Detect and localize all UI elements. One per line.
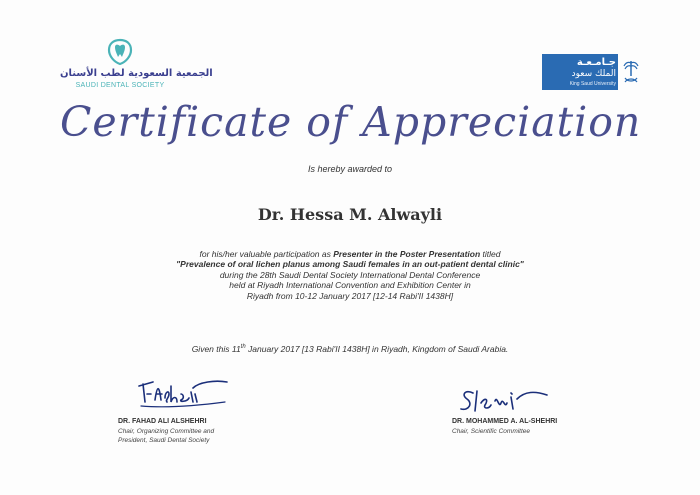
body-line-venue: held at Riyadh International Convention and Exhibition Center in <box>229 280 471 290</box>
given-prefix: Given this 11 <box>191 344 241 354</box>
body-line-dates: Riyadh from 10-12 January 2017 [12-14 Rabi'II 1438H] <box>246 291 454 301</box>
palm-swords-emblem-icon <box>622 58 640 86</box>
king-saud-university-logo <box>542 54 642 90</box>
right-signatory-role: Chair, Scientific Committee <box>452 428 531 435</box>
right-signature-icon <box>455 385 555 417</box>
given-ordinal: th <box>240 344 246 351</box>
given-date-line <box>60 344 640 354</box>
sds-english-name: SAUDI DENTAL SOCIETY <box>75 82 165 89</box>
body-line-participation <box>60 249 640 259</box>
tooth-emblem-icon <box>105 38 135 66</box>
ksu-blue-panel <box>542 54 618 90</box>
poster-title: "Prevalence of oral lichen planus among Saudi females in an out-patient dental clinic" <box>176 259 524 269</box>
saudi-dental-society-logo <box>60 38 213 98</box>
right-signatory-name: DR. MOHAMMED A. AL-SHEHRI <box>452 418 558 425</box>
ksu-arabic-line2: الملك سعود <box>571 69 616 79</box>
body-line-conference: during the 28th Saudi Dental Society International Dental Conference <box>219 270 481 280</box>
presenter-role: Presenter in the Poster Presentation <box>333 249 481 259</box>
ksu-english-name: King Saud University <box>569 81 616 87</box>
left-signature-icon <box>135 372 235 414</box>
ksu-arabic-line1: جـامـعـة <box>576 57 616 68</box>
awarded-to-text: Is hereby awarded to <box>307 164 393 174</box>
given-suffix: January 2017 [13 Rabi'II 1438H] in Riyadh, Kingdom of Saudi Arabia. <box>245 344 509 354</box>
participation-suffix: titled <box>480 249 501 259</box>
participation-prefix: for his/her valuable participation as <box>199 249 334 259</box>
certificate-title: Certificate of Appreciation <box>60 98 642 146</box>
left-signatory-name: DR. FAHAD ALI ALSHEHRI <box>118 418 207 425</box>
sds-arabic-name: الجمعية السعودية لطب الأسنان <box>60 68 213 79</box>
left-signatory-role-1: Chair, Organizing Committee and <box>118 428 215 435</box>
left-signatory-role-2: President, Saudi Dental Society <box>118 437 210 444</box>
recipient-name: Dr. Hessa M. Alwayli <box>257 205 443 224</box>
